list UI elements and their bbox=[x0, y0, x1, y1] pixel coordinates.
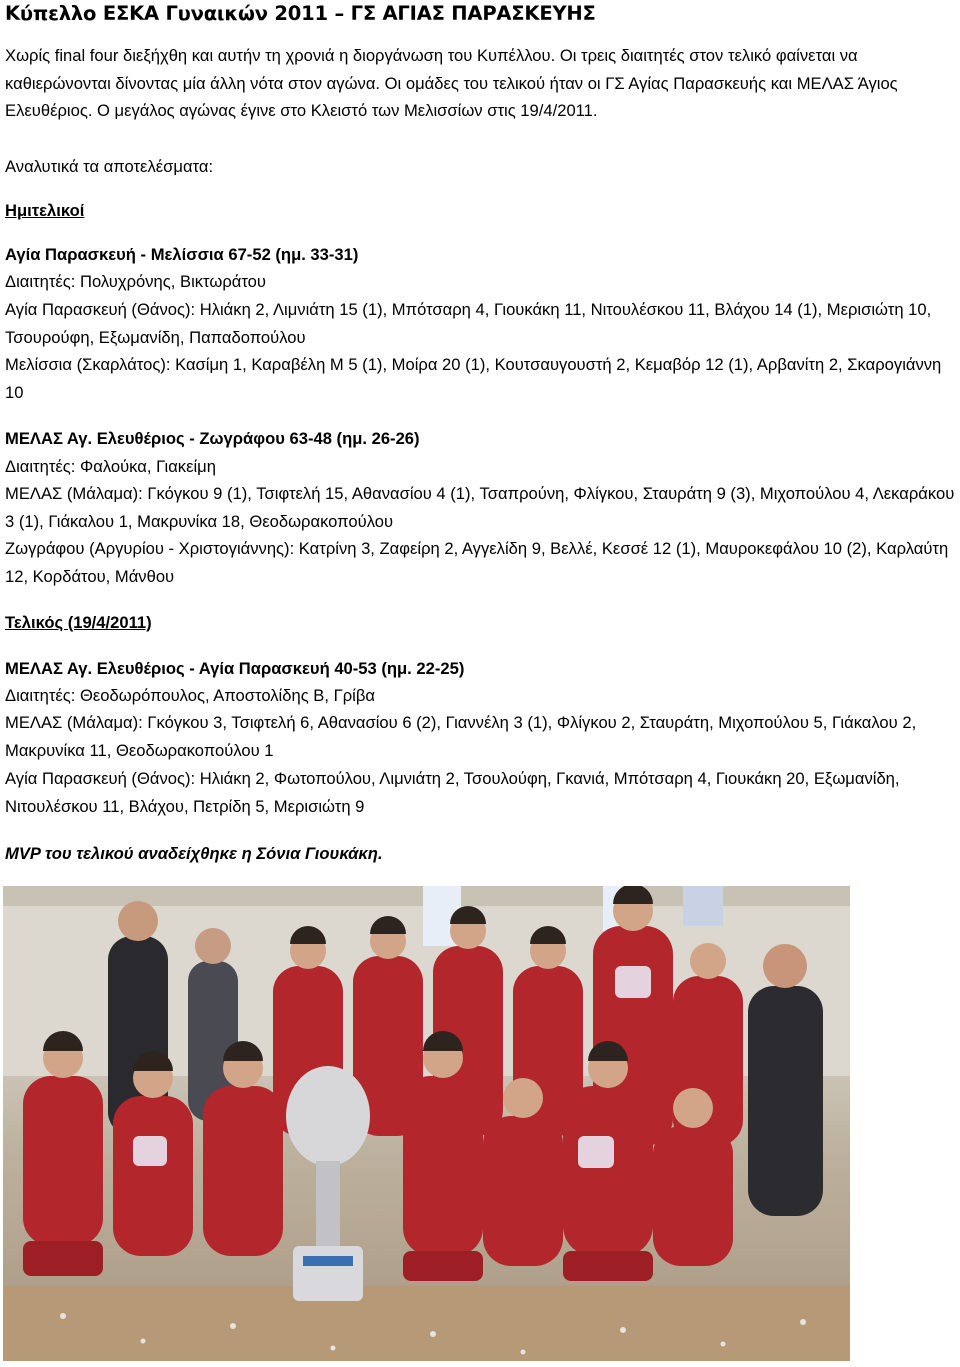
final-referees: Διαιτητές: Θεοδωρόπουλος, Αποστολίδης Β, Γρίβα bbox=[5, 686, 375, 705]
semifinal-1-score: Αγία Παρασκευή - Μελίσσια 67-52 (ημ. 33-31) bbox=[5, 245, 359, 264]
page-title: Κύπελλο ΕΣΚΑ Γυναικών 2011 – ΓΣ ΑΓΙΑΣ ΠΑΡΑΣΚΕΥΗΣ bbox=[5, 2, 596, 25]
semifinal-2-team2-players: Ζωγράφου (Αργυρίου - Χριστογιάννης): Κατρίνη 3, Ζαφείρη 2, Αγγελίδη 9, Βελλέ, Κεσσέ 12 (1), Μαυροκεφάλου 10 (2), Καρλαύτη 12, Κορδάτου, Μάνθου bbox=[5, 539, 949, 586]
final-team2-players: Αγία Παρασκευή (Θάνος): Ηλιάκη 2, Φωτοπούλου, Λιμνιάτη 2, Τσουλούφη, Γκανιά, Μπότσαρη 4, Γιουκάκη 20, Εξωμανίδη, Νιτουλέσκου 11, Βλάχου, Πετρίδη 5, Μερισιώτη 9 bbox=[5, 769, 900, 816]
final-heading: Τελικός (19/4/2011) bbox=[5, 613, 152, 632]
intro-paragraph: Χωρίς final four διεξήχθη και αυτήν τη χρονιά η διοργάνωση του Κυπέλλου. Οι τρεις διαιτητές στον τελικό φαίνεται να καθιερώνονται δίνοντας μία άλλη νότα στον αγώνα. Οι ομάδες του τελικού ήταν οι ΓΣ Αγίας Παρασκευής και ΜΕΛΑΣ Άγιος Ελευθέριος. Ο μεγάλος αγώνας έγινε στο Κλειστό των Μελισσίων στις 19/4/2011. bbox=[5, 46, 898, 121]
team-photo-illustration bbox=[3, 886, 850, 1361]
semifinal-2-referees: Διαιτητές: Φαλούκα, Γιακείμη bbox=[5, 457, 216, 476]
details-label: Αναλυτικά τα αποτελέσματα: bbox=[5, 157, 214, 176]
semifinal-1-team1-players: Αγία Παρασκευή (Θάνος): Ηλιάκη 2, Λιμνιάτη 15 (1), Μπότσαρη 4, Γιουκάκη 11, Νιτουλέσκου 11, Βλάχου 14 (1), Μερισιώτη 10, Τσουρούφη, Εξωμανίδη, Παπαδοπούλου bbox=[5, 300, 932, 347]
team-photo bbox=[3, 886, 850, 1361]
semifinal-2-score: ΜΕΛΑΣ Αγ. Ελευθέριος - Ζωγράφου 63-48 (ημ. 26-26) bbox=[5, 429, 420, 448]
final-team1-players: ΜΕΛΑΣ (Μάλαμα): Γκόγκου 3, Τσιφτελή 6, Αθανασίου 6 (2), Γιαννέλη 3 (1), Φλίγκου 2, Σταυράτη, Μιχοπούλου 5, Γιάκαλου 2, Μακρυνίκα 11, Θεοδωρακοπούλου 1 bbox=[5, 713, 917, 760]
semifinal-2-team1-players: ΜΕΛΑΣ (Μάλαμα): Γκόγκου 9 (1), Τσιφτελή 15, Αθανασίου 4 (1), Τσαπρούνη, Φλίγκου, Σταυράτη 9 (3), Μιχοπούλου 4, Λεκαράκου 3 (1), Γιάκαλου 1, Μακρυνίκα 18, Θεοδωρακοπούλου bbox=[5, 484, 955, 531]
semifinal-1-referees: Διαιτητές: Πολυχρόνης, Βικτωράτου bbox=[5, 272, 266, 291]
semifinal-1-team2-players: Μελίσσια (Σκαρλάτος): Κασίμη 1, Καραβέλη Μ 5 (1), Μοίρα 20 (1), Κουτσαυγουστή 2, Κεμαβόρ 12 (1), Αρβανίτη 2, Σκαρογιάννη 10 bbox=[5, 355, 942, 402]
final-score: ΜΕΛΑΣ Αγ. Ελευθέριος - Αγία Παρασκευή 40-53 (ημ. 22-25) bbox=[5, 659, 465, 678]
mvp-note: MVP του τελικού αναδείχθηκε η Σόνια Γιουκάκη. bbox=[5, 844, 383, 863]
semifinals-heading: Ημιτελικοί bbox=[5, 201, 85, 220]
